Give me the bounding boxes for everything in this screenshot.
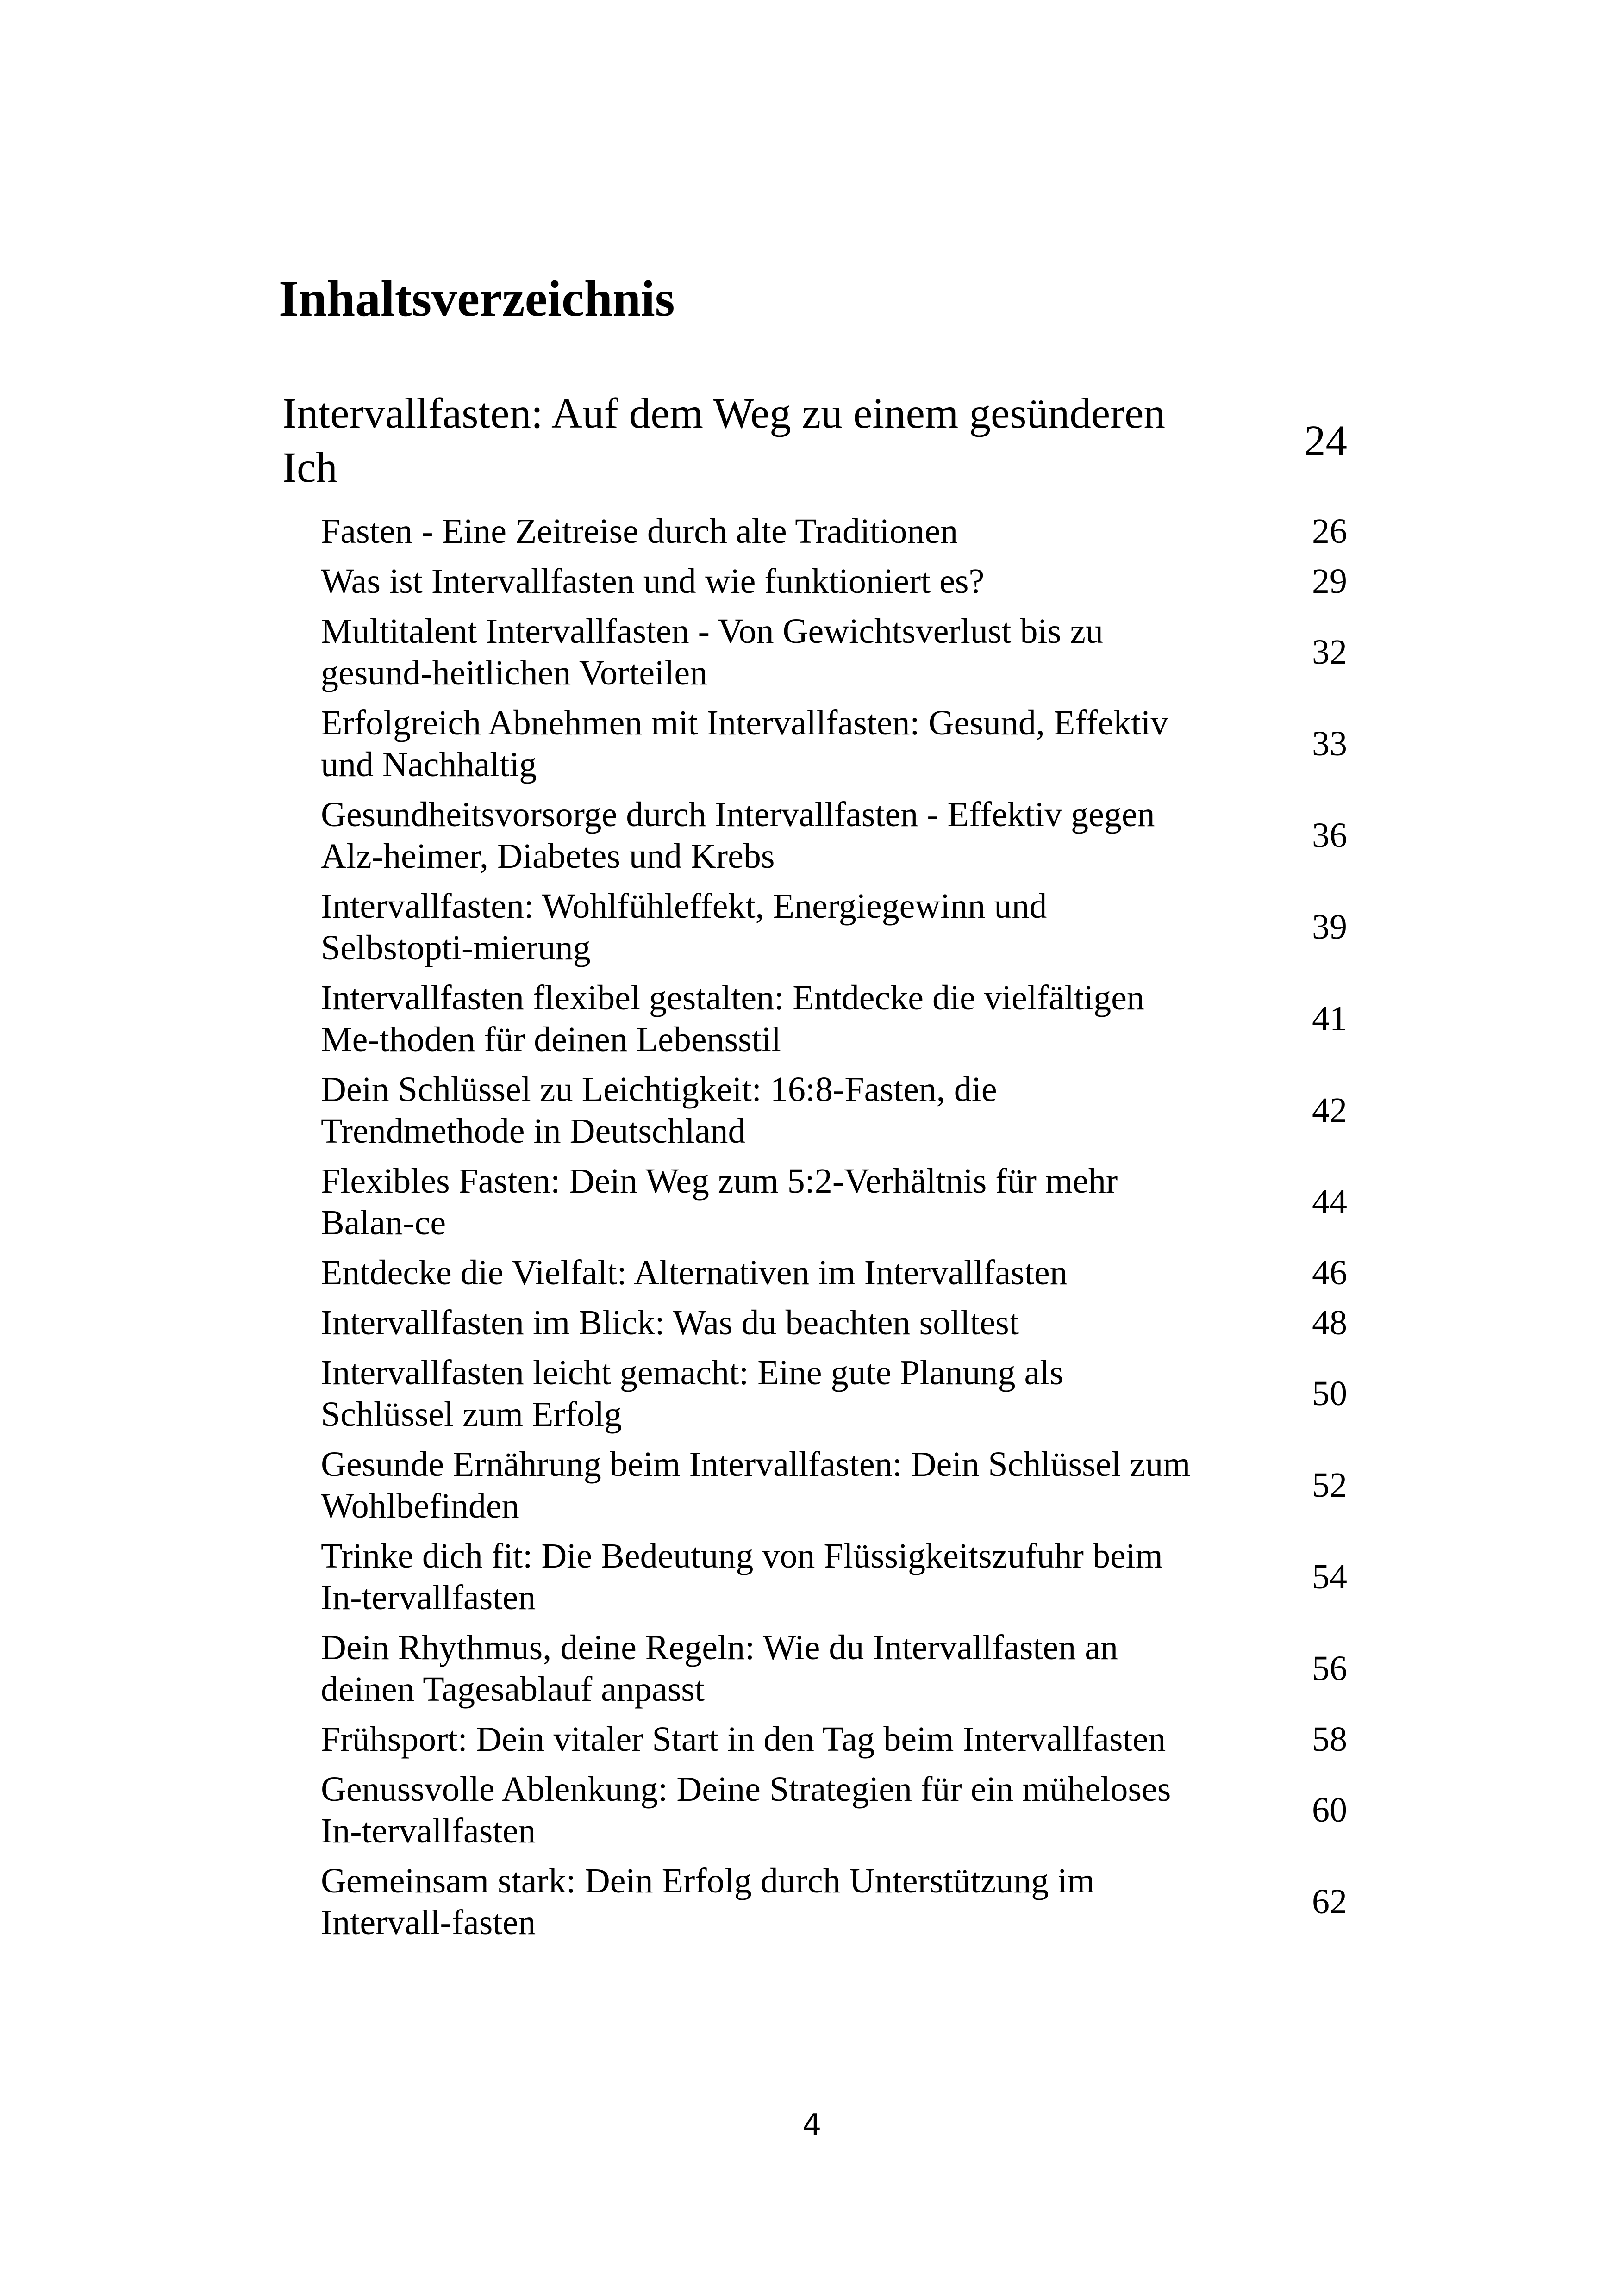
toc-entry[interactable]: [282, 560, 1347, 602]
toc-entry-page: 42: [1312, 1090, 1347, 1130]
toc-chapter-entry[interactable]: [282, 386, 1347, 502]
page-number: 4: [802, 2108, 822, 2142]
toc-entry-page: 44: [1312, 1182, 1347, 1221]
toc-entry-title: Dein Schlüssel zu Leichtigkeit: 16:8-Fasten, die Trendmethode in Deutschland: [321, 1070, 997, 1151]
toc-entry[interactable]: [282, 1718, 1347, 1760]
toc-entry[interactable]: [282, 702, 1347, 785]
toc-entry-title: Gesundheitsvorsorge durch Intervallfasten - Effektiv gegen Alz-heimer, Diabetes und Krebs: [321, 795, 1155, 876]
toc-entry-title: Intervallfasten flexibel gestalten: Entdecke die vielfältigen Me-thoden für deinen Lebensstil: [321, 978, 1144, 1059]
toc-entry-page: 52: [1312, 1465, 1347, 1505]
toc-entry[interactable]: [282, 1444, 1347, 1527]
toc-heading: Inhaltsverzeichnis: [279, 270, 675, 327]
toc-entry-page: 62: [1312, 1882, 1347, 1921]
toc-entry-title: Fasten - Eine Zeitreise durch alte Traditionen: [321, 512, 958, 551]
toc-entry[interactable]: [282, 1535, 1347, 1618]
toc-entry[interactable]: [282, 610, 1347, 694]
toc-entry-title: Intervallfasten leicht gemacht: Eine gute Planung als Schlüssel zum Erfolg: [321, 1353, 1063, 1434]
toc-chapter-page: 24: [1304, 417, 1347, 465]
toc-entry-title: Intervallfasten im Blick: Was du beachten solltest: [321, 1303, 1019, 1342]
toc-entry[interactable]: [282, 885, 1347, 969]
toc-entry-title: Erfolgreich Abnehmen mit Intervallfasten: Gesund, Effektiv und Nachhaltig: [321, 703, 1168, 784]
toc-entry-page: 54: [1312, 1557, 1347, 1596]
toc-entry-page: 58: [1312, 1719, 1347, 1759]
toc-entry-title: Gemeinsam stark: Dein Erfolg durch Unterstützung im Intervall-fasten: [321, 1861, 1095, 1942]
toc-entry-title: Frühsport: Dein vitaler Start in den Tag beim Intervallfasten: [321, 1720, 1166, 1759]
toc-entry-title: Dein Rhythmus, deine Regeln: Wie du Intervallfasten an deinen Tagesablauf anpasst: [321, 1628, 1118, 1709]
toc-entry-title: Multitalent Intervallfasten - Von Gewichtsverlust bis zu gesund-heitlichen Vorteilen: [321, 612, 1103, 692]
toc-entry-page: 39: [1312, 907, 1347, 946]
toc-entry-page: 26: [1312, 511, 1347, 551]
toc-entry-page: 29: [1312, 561, 1347, 601]
toc-entry-page: 60: [1312, 1790, 1347, 1829]
toc-entry[interactable]: [282, 1252, 1347, 1294]
toc-entry-page: 32: [1312, 632, 1347, 672]
toc-entry[interactable]: [282, 1302, 1347, 1344]
toc-entry[interactable]: [282, 510, 1347, 552]
toc-entry-title: Flexibles Fasten: Dein Weg zum 5:2-Verhältnis für mehr Balan-ce: [321, 1162, 1118, 1242]
toc-chapter-title: Intervallfasten: Auf dem Weg zu einem gesünderen Ich: [282, 390, 1165, 492]
toc-entry-title: Intervallfasten: Wohlfühleffekt, Energiegewinn und Selbstopti-mierung: [321, 887, 1047, 967]
toc-entry-page: 41: [1312, 999, 1347, 1038]
toc-entry-title: Genussvolle Ablenkung: Deine Strategien für ein müheloses In-tervallfasten: [321, 1770, 1171, 1850]
toc-entry-title: Was ist Intervallfasten und wie funktioniert es?: [321, 562, 985, 601]
toc-entry-page: 56: [1312, 1649, 1347, 1688]
toc-entry-title: Gesunde Ernährung beim Intervallfasten: Dein Schlüssel zum Wohlbefinden: [321, 1445, 1191, 1525]
toc-entry[interactable]: [282, 1627, 1347, 1710]
toc-entry[interactable]: [282, 1768, 1347, 1852]
toc-entry[interactable]: [282, 1860, 1347, 1943]
toc-entry[interactable]: [282, 1160, 1347, 1244]
toc-entry[interactable]: [282, 794, 1347, 877]
toc-entry-page: 46: [1312, 1253, 1347, 1292]
toc-entry[interactable]: [282, 1352, 1347, 1435]
toc-entry-page: 48: [1312, 1303, 1347, 1342]
toc-entry-title: Trinke dich fit: Die Bedeutung von Flüssigkeitszufuhr beim In-tervallfasten: [321, 1537, 1163, 1617]
toc-entry[interactable]: [282, 1069, 1347, 1152]
toc-entry-page: 50: [1312, 1374, 1347, 1413]
toc-entry-page: 33: [1312, 724, 1347, 763]
table-of-contents: [282, 386, 1347, 1943]
toc-entry-page: 36: [1312, 815, 1347, 855]
toc-entry[interactable]: [282, 977, 1347, 1060]
toc-entry-title: Entdecke die Vielfalt: Alternativen im Intervallfasten: [321, 1253, 1068, 1292]
